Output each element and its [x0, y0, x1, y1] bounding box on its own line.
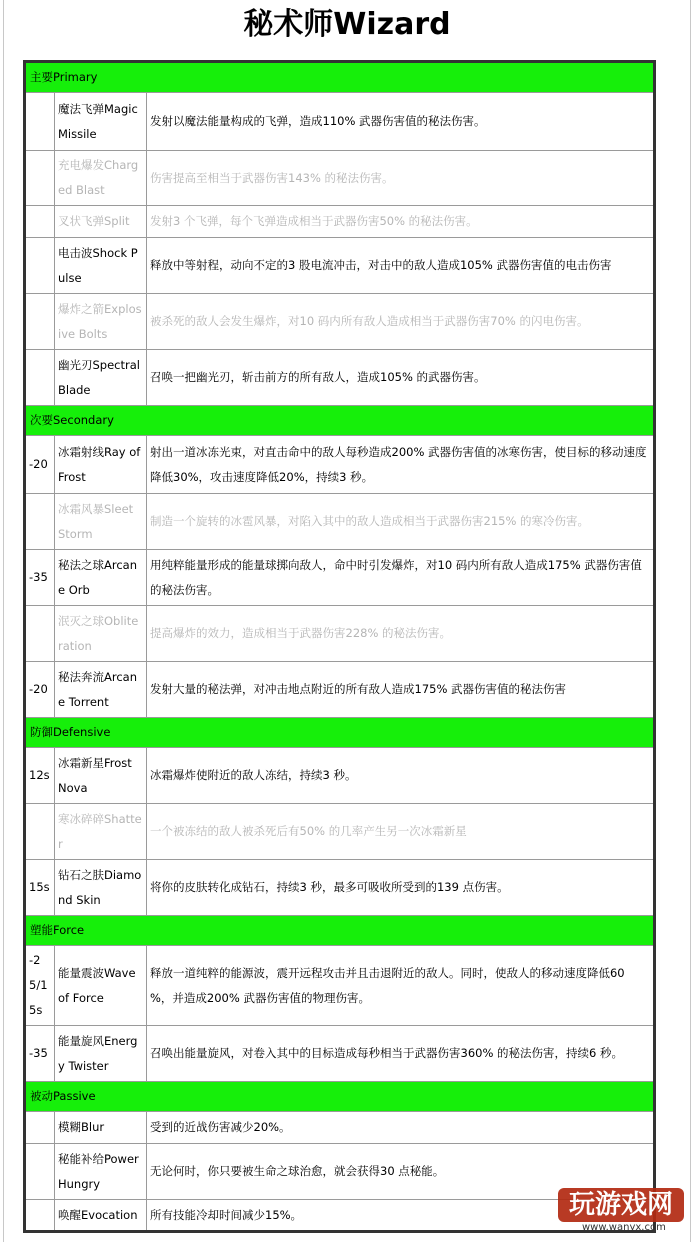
- skill-name: 秘法之球Arcane Orb: [55, 550, 147, 606]
- cost-cell: -20: [25, 436, 55, 494]
- skill-desc: 释放中等射程，动向不定的3 股电流冲击，对击中的敌人造成105% 武器伤害值的电击伤害: [147, 238, 655, 294]
- section-defensive: [25, 718, 655, 748]
- table-row: [25, 860, 655, 916]
- skill-name: 秘法奔流Arcane Torrent: [55, 662, 147, 718]
- skill-desc: 射出一道冰冻光束，对直击命中的敌人每秒造成200% 武器伤害值的冰寒伤害，使目标的移动速度降低30%，攻击速度降低20%，持续3 秒。: [147, 436, 655, 494]
- cost-cell: -20: [25, 662, 55, 718]
- cost-cell: [25, 350, 55, 406]
- skill-desc: 受到的近战伤害减少20%。: [147, 1112, 655, 1144]
- cost-cell: [25, 93, 55, 151]
- skill-desc: 冰霜爆炸使附近的敌人冻结，持续3 秒。: [147, 748, 655, 804]
- table-row: [25, 606, 655, 662]
- cost-cell: [25, 1112, 55, 1144]
- cost-cell: [25, 294, 55, 350]
- table-row: [25, 662, 655, 718]
- section-label: 被动Passive: [25, 1082, 655, 1112]
- skill-name: 电击波Shock Pulse: [55, 238, 147, 294]
- skill-desc: 将你的皮肤转化成钻石，持续3 秒，最多可吸收所受到的139 点伤害。: [147, 860, 655, 916]
- skill-name: 寒冰碎碎Shatter: [55, 804, 147, 860]
- page-title: 秘术师Wizard: [243, 7, 451, 42]
- skill-desc: 一个被冻结的敌人被杀死后有50% 的几率产生另一次冰霜新星: [147, 804, 655, 860]
- table-row: [25, 804, 655, 860]
- skill-desc: 提高爆炸的效力，造成相当于武器伤害228% 的秘法伤害。: [147, 606, 655, 662]
- cost-cell: [25, 206, 55, 238]
- skill-desc: 发射大量的秘法弹，对冲击地点附近的所有敌人造成175% 武器伤害值的秘法伤害: [147, 662, 655, 718]
- section-label: 防御Defensive: [25, 718, 655, 748]
- skill-name: 冰霜新星Frost Nova: [55, 748, 147, 804]
- cost-cell: [25, 494, 55, 550]
- watermark-url: www.wanyx.com: [582, 1222, 666, 1233]
- skill-desc: 发射3 个飞弹，每个飞弹造成相当于武器伤害50% 的秘法伤害。: [147, 206, 655, 238]
- cost-cell: [25, 238, 55, 294]
- table-row: [25, 1112, 655, 1144]
- cost-cell: [25, 804, 55, 860]
- table-row: [25, 294, 655, 350]
- section-label: 主要Primary: [25, 62, 655, 93]
- skill-desc: 用纯粹能量形成的能量球掷向敌人，命中时引发爆炸，对10 码内所有敌人造成175% 武器伤害值的秘法伤害。: [147, 550, 655, 606]
- cost-cell: [25, 1144, 55, 1200]
- skill-name: 充电爆发Charged Blast: [55, 151, 147, 206]
- table-row: [25, 748, 655, 804]
- table-row: [25, 946, 655, 1026]
- skill-name: 冰霜风暴Sleet Storm: [55, 494, 147, 550]
- cost-cell: [25, 606, 55, 662]
- skill-name: 爆炸之箭Explosive Bolts: [55, 294, 147, 350]
- skill-name: 能量震波Wave of Force: [55, 946, 147, 1026]
- cost-cell: -35: [25, 1026, 55, 1082]
- section-secondary: [25, 406, 655, 436]
- skill-name: 能量旋风Energy Twister: [55, 1026, 147, 1082]
- skill-name: 唤醒Evocation: [55, 1200, 147, 1232]
- skill-name: 钻石之肤Diamond Skin: [55, 860, 147, 916]
- skill-name: 魔法飞弹Magic Missile: [55, 93, 147, 151]
- page-frame-right: [690, 0, 691, 1242]
- watermark-logo: 玩游戏网: [558, 1188, 684, 1222]
- table-row: [25, 151, 655, 206]
- page-frame-left: [3, 0, 4, 1242]
- table-row: [25, 436, 655, 494]
- section-passive: [25, 1082, 655, 1112]
- cost-cell: [25, 151, 55, 206]
- table-row: [25, 93, 655, 151]
- table-row: [25, 494, 655, 550]
- table-row: [25, 1026, 655, 1082]
- skill-name: 秘能补给Power Hungry: [55, 1144, 147, 1200]
- table-row: [25, 550, 655, 606]
- skill-name: 幽光刃Spectral Blade: [55, 350, 147, 406]
- skill-desc: 制造一个旋转的冰雹风暴，对陷入其中的敌人造成相当于武器伤害215% 的寒冷伤害。: [147, 494, 655, 550]
- cost-cell: 12s: [25, 748, 55, 804]
- skill-desc: 被杀死的敌人会发生爆炸，对10 码内所有敌人造成相当于武器伤害70% 的闪电伤害。: [147, 294, 655, 350]
- section-force: [25, 916, 655, 946]
- skills-table: [23, 60, 656, 1233]
- cost-cell: -35: [25, 550, 55, 606]
- cost-cell: [25, 1200, 55, 1232]
- skill-desc: 释放一道纯粹的能源波，震开远程攻击并且击退附近的敌人。同时，使敌人的移动速度降低60 %，并造成200% 武器伤害值的物理伤害。: [147, 946, 655, 1026]
- table-row: [25, 238, 655, 294]
- section-label: 次要Secondary: [25, 406, 655, 436]
- skill-desc: 无论何时，你只要被生命之球治愈，就会获得30 点秘能。: [147, 1144, 655, 1200]
- cost-cell: -25/15s: [25, 946, 55, 1026]
- section-primary: [25, 62, 655, 93]
- skill-desc: 召唤一把幽光刃，斩击前方的所有敌人，造成105% 的武器伤害。: [147, 350, 655, 406]
- cost-cell: 15s: [25, 860, 55, 916]
- skill-desc: 伤害提高至相当于武器伤害143% 的秘法伤害。: [147, 151, 655, 206]
- section-label: 塑能Force: [25, 916, 655, 946]
- skill-name: 模糊Blur: [55, 1112, 147, 1144]
- table-row: [25, 350, 655, 406]
- table-row: [25, 206, 655, 238]
- skill-desc: 召唤出能量旋风，对卷入其中的目标造成每秒相当于武器伤害360% 的秘法伤害，持续6 秒。: [147, 1026, 655, 1082]
- skill-name: 泯灭之球Obliteration: [55, 606, 147, 662]
- skill-name: 冰霜射线Ray of Frost: [55, 436, 147, 494]
- skill-desc: 发射以魔法能量构成的飞弹，造成110% 武器伤害值的秘法伤害。: [147, 93, 655, 151]
- skill-name: 叉状飞弹Split: [55, 206, 147, 238]
- skill-desc: 所有技能冷却时间减少15%。: [147, 1200, 655, 1232]
